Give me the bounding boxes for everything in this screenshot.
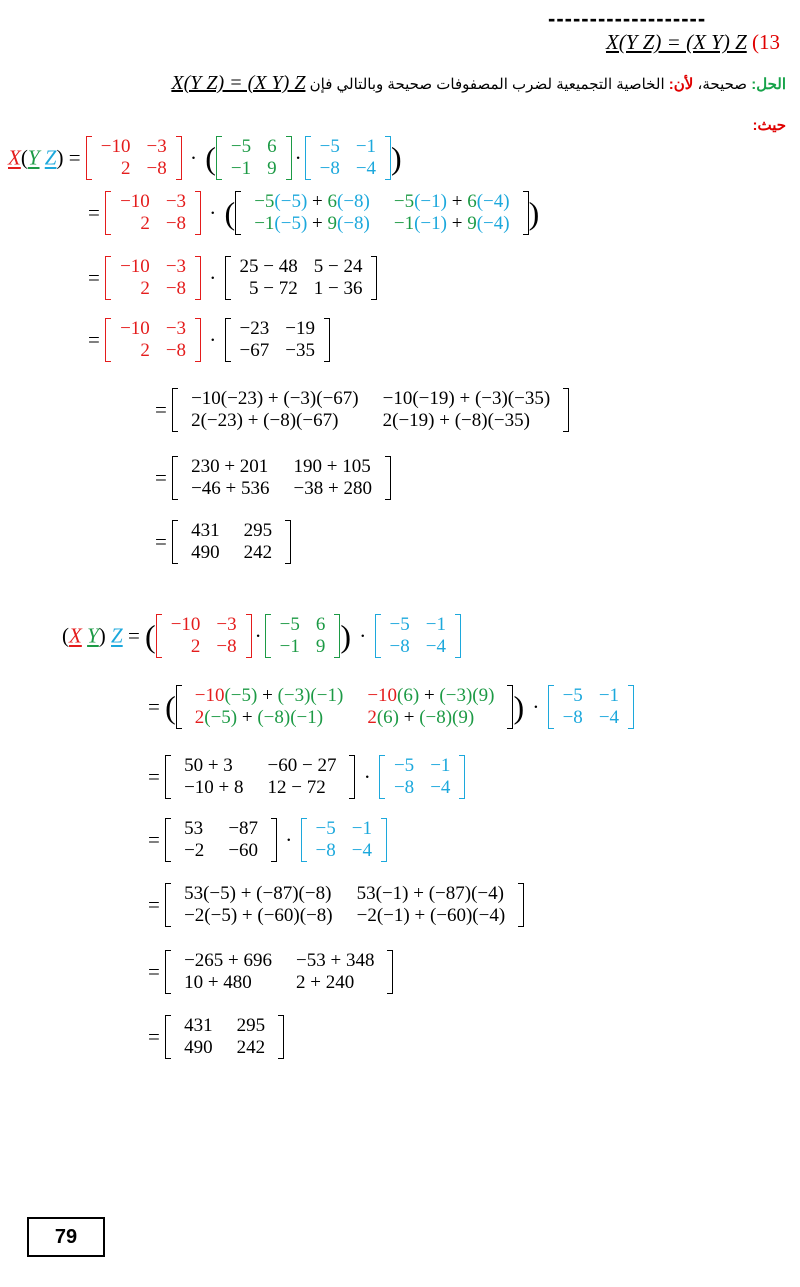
solution-reason: الخاصية التجميعية لضرب المصفوفات صحيحة وبالتالي فإن — [309, 76, 665, 93]
matrix-cell: 53(−5) + (−87)(−8) — [184, 883, 332, 904]
matrix-cell: 2 + 240 — [296, 972, 355, 993]
matrix-cell: 53(−1) + (−87)(−4) — [356, 883, 504, 904]
eq2-line5 — [148, 883, 524, 927]
matrix-cell: −1 — [230, 158, 252, 179]
matrix-cell: −8 — [315, 840, 336, 861]
matrix-cell: 2(−23) + (−8)(−67) — [191, 410, 339, 431]
equals-sign: = — [155, 397, 167, 422]
equals-sign: = — [88, 265, 100, 290]
page-number: 79 — [27, 1217, 105, 1257]
eq2-line7 — [148, 1015, 284, 1059]
matrix-cell: 2(−5) + (−8)(−1) — [194, 707, 324, 728]
matrix-cell: −10(−23) + (−3)(−67) — [191, 388, 359, 409]
matrix-x-yz-expanded — [172, 388, 569, 432]
matrix-cell: −60 − 27 — [267, 755, 337, 776]
matrix-yz-sums — [225, 256, 378, 300]
matrix-cell: −3 — [146, 136, 167, 157]
matrix-cell: −10 + 8 — [184, 777, 244, 798]
matrix-cell: −10 — [170, 614, 201, 635]
equals-sign: = — [148, 959, 160, 984]
matrix-cell: −53 + 348 — [296, 950, 375, 971]
matrix-cell: −67 — [239, 340, 270, 361]
matrix-xy-z-sums — [165, 950, 393, 994]
matrix-cell: −8 — [562, 707, 583, 728]
matrix-result-1 — [172, 520, 291, 564]
matrix-cell: −265 + 696 — [184, 950, 273, 971]
eq1-line5 — [155, 388, 569, 432]
question-statement: X(Y Z) = (X Y) Z — [605, 30, 747, 54]
matrix-cell: −2(−1) + (−60)(−4) — [356, 905, 506, 926]
matrix-cell: −10 — [120, 256, 150, 277]
solution-line — [6, 72, 786, 95]
dot-operator: · — [189, 145, 197, 170]
equals-sign: = — [127, 623, 140, 648]
dot-operator: · — [359, 623, 367, 648]
header-rule: ------------------- — [548, 6, 707, 31]
matrix-yz — [225, 318, 330, 362]
paren-open: ( — [20, 145, 28, 170]
matrix-x — [105, 318, 201, 362]
matrix-cell: 242 — [243, 542, 273, 563]
matrix-y — [265, 614, 341, 658]
matrix-cell: 2(−19) + (−8)(−35) — [382, 410, 530, 431]
matrix-cell: −4 — [598, 707, 620, 728]
matrix-cell: −8 — [389, 636, 410, 657]
big-paren-open: ( — [205, 140, 216, 176]
lhs-z: Z — [111, 623, 123, 648]
matrix-cell: −1 — [430, 755, 451, 776]
matrix-cell: −5 — [393, 755, 415, 776]
big-paren-close: ) — [513, 689, 525, 725]
equals-sign: = — [148, 827, 160, 852]
matrix-x — [156, 614, 252, 658]
equals-sign: = — [148, 694, 160, 719]
matrix-cell: −2 — [184, 840, 205, 861]
matrix-cell: 6 — [267, 136, 277, 157]
matrix-cell: 5 − 72 — [249, 278, 298, 299]
matrix-cell: 12 − 72 — [267, 777, 326, 798]
matrix-cell: 490 — [191, 542, 220, 563]
equals-sign: = — [68, 145, 81, 170]
matrix-cell: −8 — [393, 777, 415, 798]
matrix-cell: −5 — [319, 136, 340, 157]
dot-operator: · — [363, 764, 371, 789]
matrix-cell: −4 — [425, 636, 446, 657]
matrix-cell: −3 — [165, 318, 187, 339]
matrix-cell: −4 — [430, 777, 451, 798]
matrix-xy-sums — [165, 755, 355, 799]
lhs-x: X — [69, 623, 82, 648]
matrix-z — [375, 614, 461, 658]
matrix-cell: 2(6) + (−8)(9) — [367, 707, 475, 728]
matrix-x-yz-sums — [172, 456, 391, 500]
matrix-cell: −5 — [279, 614, 300, 635]
big-paren-close: ) — [340, 618, 352, 654]
matrix-cell: −10(−5) + (−3)(−1) — [194, 685, 344, 706]
equals-sign: = — [148, 1024, 160, 1049]
matrix-cell: −23 — [239, 318, 270, 339]
matrix-cell: 10 + 480 — [184, 972, 252, 993]
matrix-cell: −10(−19) + (−3)(−35) — [382, 388, 551, 409]
matrix-cell: −8 — [165, 213, 187, 234]
matrix-y — [216, 136, 292, 180]
dot-operator: · — [285, 827, 293, 852]
big-paren-close: ) — [528, 195, 540, 231]
matrix-cell: −2(−5) + (−60)(−8) — [184, 905, 333, 926]
eq2-line3 — [148, 755, 465, 799]
matrix-cell: 2 — [121, 158, 131, 179]
dot-operator: · — [294, 145, 302, 170]
matrix-cell: 431 — [184, 1015, 213, 1036]
matrix-cell: 5 − 24 — [313, 256, 363, 277]
matrix-cell: 295 — [243, 520, 273, 541]
matrix-cell: −1 — [355, 136, 377, 157]
paren-open: ( — [62, 623, 69, 648]
matrix-cell: 2 — [140, 278, 150, 299]
dot-operator: · — [209, 327, 217, 352]
matrix-x — [105, 256, 201, 300]
equals-sign: = — [155, 529, 167, 554]
matrix-cell: 490 — [184, 1037, 213, 1058]
matrix-x — [86, 136, 182, 180]
eq2-line2 — [148, 685, 634, 729]
eq1-line7 — [155, 520, 291, 564]
matrix-cell: 25 − 48 — [239, 256, 298, 277]
matrix-cell: 2 — [190, 636, 201, 657]
solution-conclusion: X(Y Z) = (X Y) Z — [171, 72, 306, 94]
dot-operator: · — [254, 623, 262, 648]
eq1-line2 — [88, 191, 539, 235]
eq1-line3 — [88, 256, 377, 300]
matrix-result-2 — [165, 1015, 284, 1059]
matrix-cell: −1(−5) + 9(−8) — [254, 213, 370, 234]
equals-sign: = — [148, 892, 160, 917]
solution-label: الحل: — [751, 76, 786, 93]
matrix-x — [105, 191, 201, 235]
matrix-cell: 2 — [140, 213, 150, 234]
big-paren-open: ( — [224, 195, 236, 231]
matrix-cell: −35 — [285, 340, 315, 361]
matrix-cell: 53 — [184, 818, 204, 839]
matrix-cell: −5 — [230, 136, 252, 157]
lhs-x: X — [8, 145, 21, 170]
matrix-cell: −1 — [351, 818, 372, 839]
matrix-cell: −5 — [562, 685, 583, 706]
solution-verdict: صحيحة، — [697, 76, 748, 93]
matrix-cell: −10 — [120, 191, 150, 212]
dot-operator: · — [209, 200, 217, 225]
matrix-cell: −4 — [355, 158, 377, 179]
matrix-cell: 2 — [140, 340, 150, 361]
matrix-xy-expanded — [176, 685, 514, 729]
matrix-cell: −5(−5) + 6(−8) — [254, 191, 370, 212]
matrix-cell: −10 — [120, 318, 150, 339]
matrix-cell: −19 — [285, 318, 315, 339]
matrix-cell: −3 — [165, 191, 187, 212]
dot-operator: · — [209, 265, 217, 290]
big-paren-close: ) — [391, 140, 402, 176]
matrix-cell: −8 — [216, 636, 237, 657]
matrix-cell: −8 — [319, 158, 340, 179]
matrix-cell: 431 — [191, 520, 220, 541]
lhs-y: Y — [87, 623, 99, 648]
dot-operator: · — [532, 694, 540, 719]
eq1-line4 — [88, 318, 330, 362]
matrix-cell: −5 — [389, 614, 410, 635]
matrix-cell: 50 + 3 — [184, 755, 233, 776]
matrix-cell: −46 + 536 — [191, 478, 270, 499]
matrix-z — [548, 685, 634, 729]
matrix-cell: 230 + 201 — [191, 456, 269, 477]
matrix-cell: −1(−1) + 9(−4) — [393, 213, 510, 234]
eq2-line4 — [148, 818, 387, 862]
matrix-cell: −1 — [425, 614, 446, 635]
where-label: حيث: — [752, 117, 786, 134]
matrix-cell: −60 — [228, 840, 259, 861]
matrix-cell: −87 — [228, 818, 259, 839]
matrix-cell: 1 − 36 — [313, 278, 363, 299]
matrix-cell: −5(−1) + 6(−4) — [393, 191, 510, 212]
matrix-cell: 242 — [236, 1037, 266, 1058]
matrix-cell: 9 — [267, 158, 277, 179]
question-line — [606, 30, 786, 55]
matrix-cell: −8 — [165, 340, 187, 361]
equals-sign: = — [148, 764, 160, 789]
matrix-cell: −5 — [315, 818, 336, 839]
lhs-z: Z — [44, 145, 57, 170]
matrix-cell: −10 — [100, 136, 131, 157]
big-paren-open: ( — [165, 689, 176, 725]
matrix-cell: −1 — [279, 636, 300, 657]
matrix-yz-expanded — [235, 191, 528, 235]
matrix-cell: −8 — [146, 158, 167, 179]
eq1-line6 — [155, 456, 391, 500]
matrix-cell: 9 — [315, 636, 326, 657]
matrix-cell: 295 — [236, 1015, 266, 1036]
matrix-cell: −1 — [598, 685, 620, 706]
matrix-cell: −38 + 280 — [293, 478, 372, 499]
matrix-cell: 190 + 105 — [293, 456, 371, 477]
matrix-cell: −3 — [216, 614, 237, 635]
matrix-xy — [165, 818, 277, 862]
paren-close: ) — [56, 145, 64, 170]
matrix-z — [301, 818, 387, 862]
question-number: (13 — [752, 30, 780, 54]
eq2-line6 — [148, 950, 393, 994]
matrix-z — [305, 136, 391, 180]
matrix-z — [379, 755, 465, 799]
matrix-xy-z-expanded — [165, 883, 524, 927]
eq1-line1 — [8, 136, 402, 180]
matrix-cell: −10(6) + (−3)(9) — [367, 685, 495, 706]
paren-close: ) — [98, 623, 106, 648]
because-label: لأن: — [668, 76, 694, 93]
matrix-cell: −8 — [165, 278, 187, 299]
equals-sign: = — [155, 465, 167, 490]
eq2-line1 — [62, 614, 461, 658]
matrix-cell: −4 — [351, 840, 372, 861]
matrix-cell: −3 — [165, 256, 187, 277]
equals-sign: = — [88, 327, 100, 352]
matrix-cell: 6 — [315, 614, 326, 635]
big-paren-open: ( — [145, 618, 156, 654]
equals-sign: = — [88, 200, 100, 225]
lhs-y: Y — [27, 145, 40, 170]
